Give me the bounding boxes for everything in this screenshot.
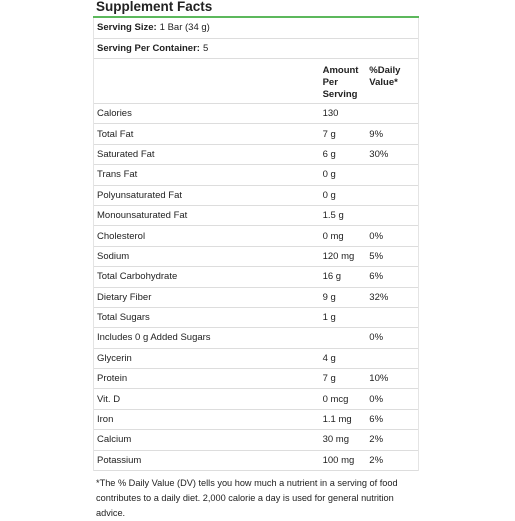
nutrient-daily-value: 0% [369,230,384,242]
table-row [94,410,418,430]
table-row [94,369,418,389]
serving-size-label: Serving Size: [97,22,157,34]
table-row [94,267,418,287]
nutrient-name: Protein [97,373,128,385]
nutrient-name: Monounsaturated Fat [97,210,188,222]
nutrient-amount: 1 g [322,312,336,324]
nutrient-name: Total Fat [97,128,134,140]
table-row [94,186,418,206]
table-row [94,206,418,226]
nutrient-amount: 130 [322,108,339,120]
nutrient-amount: 1.1 mg [322,414,352,426]
nutrient-name: Trans Fat [97,169,138,181]
nutrient-name: Dietary Fiber [97,291,152,303]
nutrient-daily-value: 0% [369,332,384,344]
serving-size-row [94,18,418,39]
nutrient-amount: 120 mg [322,250,355,262]
nutrient-daily-value: 9% [369,128,384,140]
table-row [94,165,418,185]
footnote: *The % Daily Value (DV) tells you how much a nutrient in a serving of food contributes to a daily diet. 2,000 calorie a day is used for general nutrition advice. [96,478,398,519]
table-row [94,349,418,369]
nutrient-name: Total Carbohydrate [97,271,178,283]
table-row [94,247,418,267]
nutrient-name: Calories [97,108,132,120]
table-row [94,389,418,409]
nutrient-name: Iron [97,414,114,426]
servings-per-container-value: 5 [202,42,209,54]
table-row [94,451,418,471]
nutrient-name: Potassium [97,454,142,466]
nutrient-daily-value: 2% [369,434,384,446]
nutrient-name: Sodium [97,250,130,262]
nutrient-name: Total Sugars [97,312,150,324]
nutrient-name: Polyunsaturated Fat [97,189,183,201]
nutrient-name: Calcium [97,434,132,446]
nutrient-amount: 16 g [322,271,342,283]
nutrient-amount: 0 mcg [322,393,349,405]
column-header-row [94,59,418,104]
nutrient-amount: 7 g [322,128,336,140]
table-row [94,124,418,144]
table-row [94,308,418,328]
table-row [94,145,418,165]
nutrient-amount: 0 g [322,189,336,201]
table-row [94,104,418,124]
nutrient-daily-value: 10% [369,373,389,385]
nutrient-daily-value: 6% [369,414,384,426]
table-row [94,430,418,450]
nutrient-amount: 7 g [322,373,336,385]
nutrient-amount: 0 g [322,169,336,181]
servings-per-container-label: Serving Per Container: [97,42,200,54]
table-row [94,328,418,348]
nutrient-amount: 0 mg [322,230,344,242]
nutrient-name: Cholesterol [97,230,146,242]
nutrient-amount: 4 g [322,352,336,364]
nutrient-name: Vit. D [97,393,121,405]
nutrient-daily-value: 0% [369,393,384,405]
table-row [94,288,418,308]
nutrient-amount: 1.5 g [322,210,344,222]
nutrient-amount: 6 g [322,148,336,160]
nutrient-name: Includes 0 g Added Sugars [97,332,211,344]
servings-per-container-row [94,39,418,60]
nutrient-amount: 100 mg [322,454,355,466]
nutrient-daily-value: 30% [369,148,389,160]
table-row [94,226,418,246]
serving-size-value: 1 Bar (34 g) [159,22,210,34]
nutrient-daily-value: 2% [369,454,384,466]
amount-column-header: Amount Per Serving [322,65,359,100]
supplement-facts-panel [93,0,419,519]
nutrient-daily-value: 32% [369,291,389,303]
nutrient-name: Glycerin [97,352,132,364]
nutrient-daily-value: 5% [369,250,384,262]
nutrient-amount: 30 mg [322,434,349,446]
nutrient-name: Saturated Fat [97,148,155,160]
nutrient-daily-value: 6% [369,271,384,283]
panel-title: Supplement Facts [93,0,419,18]
facts-table [93,18,419,471]
daily-value-column-header: %Daily Value* [369,65,401,88]
nutrient-rows [94,104,418,471]
nutrient-amount: 9 g [322,291,336,303]
